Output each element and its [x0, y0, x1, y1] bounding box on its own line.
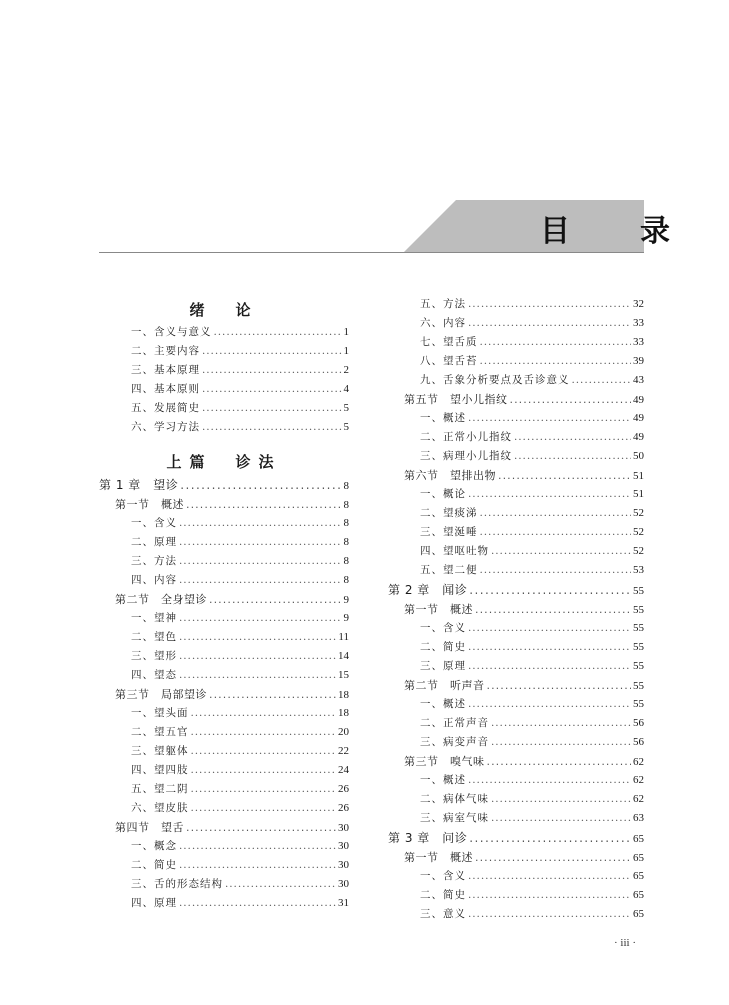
toc-entry-title: 二、病体气味	[420, 793, 489, 805]
toc-entry-title: 三、望躯体	[131, 745, 189, 757]
toc-item[interactable]	[388, 715, 644, 734]
dot-leader	[468, 641, 631, 653]
toc-page-number: 14	[338, 650, 349, 662]
toc-item[interactable]	[388, 334, 644, 353]
toc-entry-title: 四、内容	[131, 574, 177, 586]
toc-page-number: 56	[633, 736, 644, 748]
dot-leader	[487, 679, 632, 692]
toc-page-number: 52	[633, 545, 644, 557]
dot-leader	[469, 831, 631, 845]
toc-entry-title: 七、望舌质	[420, 336, 478, 348]
dot-leader	[480, 355, 632, 367]
toc-item[interactable]	[99, 781, 349, 800]
toc-item[interactable]	[99, 667, 349, 686]
toc-entry-title: 二、望痰涕	[420, 507, 478, 519]
toc-entry-title: 五、方法	[420, 298, 466, 310]
toc-page-number: 65	[633, 833, 644, 845]
toc-page-number: 55	[633, 660, 644, 672]
toc-item[interactable]	[388, 639, 644, 658]
toc-entry-title: 三、望形	[131, 650, 177, 662]
dot-leader	[191, 802, 337, 814]
toc-item[interactable]	[99, 610, 349, 629]
toc-entry-title: 一、含义	[420, 870, 466, 882]
toc-item[interactable]	[388, 791, 644, 810]
toc-page-number: 9	[343, 594, 349, 606]
toc-page-number: 53	[633, 564, 644, 576]
dot-leader	[179, 574, 342, 586]
toc-item[interactable]	[388, 429, 644, 448]
toc-entry-title: 第二节 听声音	[404, 679, 485, 692]
toc-item[interactable]	[388, 410, 644, 429]
dot-leader	[202, 345, 342, 357]
toc-entry-title: 五、望二便	[420, 564, 478, 576]
dot-leader	[468, 622, 631, 634]
toc-item[interactable]	[388, 658, 644, 677]
toc-entry-title: 第二节 全身望诊	[115, 593, 207, 606]
toc-entry-title: 一、概述	[420, 698, 466, 710]
dot-leader	[491, 736, 631, 748]
dot-leader	[468, 412, 631, 424]
toc-item[interactable]	[99, 343, 349, 362]
toc-item[interactable]	[388, 734, 644, 753]
toc-entry-title: 九、舌象分析要点及舌诊意义	[420, 374, 570, 386]
toc-chapter[interactable]	[99, 476, 349, 496]
toc-entry-title: 二、简史	[420, 641, 466, 653]
toc-entry-title: 一、含义与意义	[131, 326, 212, 338]
toc-page-number: 30	[338, 840, 349, 852]
dot-leader	[180, 478, 341, 492]
toc-entry-title: 三、病理小儿指纹	[420, 450, 512, 462]
dot-leader	[202, 421, 342, 433]
dot-leader	[514, 431, 631, 443]
toc-page-number: 32	[633, 298, 644, 310]
toc-page-number: 30	[338, 822, 349, 834]
toc-entry-title: 二、简史	[131, 859, 177, 871]
toc-page-number: 52	[633, 507, 644, 519]
toc-item[interactable]	[388, 772, 644, 791]
dot-leader	[202, 402, 342, 414]
toc-entry-title: 三、病室气味	[420, 812, 489, 824]
dot-leader	[480, 507, 632, 519]
toc-entry-title: 五、望二阴	[131, 783, 189, 795]
dot-leader	[468, 908, 631, 920]
dot-leader	[510, 393, 632, 406]
toc-entry-title: 八、望舌苔	[420, 355, 478, 367]
dot-leader	[179, 859, 336, 871]
toc-page-number: 31	[338, 897, 349, 909]
toc-page-number: 62	[633, 756, 644, 768]
part-heading: 上篇 诊法	[166, 453, 282, 471]
dot-leader	[179, 669, 336, 681]
toc-item[interactable]	[99, 629, 349, 648]
toc-entry-title: 第六节 望排出物	[404, 469, 496, 482]
toc-left-column	[99, 296, 349, 914]
toc-section[interactable]	[99, 819, 349, 838]
toc-section[interactable]	[99, 686, 349, 705]
toc-entry-title: 第三节 嗅气味	[404, 755, 485, 768]
toc-page-number: 8	[343, 574, 349, 586]
dot-leader	[179, 840, 336, 852]
toc-section[interactable]	[388, 753, 644, 772]
toc-entry-title: 第一节 概述	[404, 603, 473, 616]
dot-leader	[498, 469, 631, 482]
toc-item[interactable]	[99, 515, 349, 534]
toc-page-number: 33	[633, 317, 644, 329]
toc-entry-title: 三、方法	[131, 555, 177, 567]
toc-entry-title: 四、望四肢	[131, 764, 189, 776]
toc-item[interactable]	[99, 572, 349, 591]
toc-item[interactable]	[388, 486, 644, 505]
toc-page-number: 26	[338, 802, 349, 814]
dot-leader	[475, 851, 631, 864]
toc-page-number: 63	[633, 812, 644, 824]
toc-item[interactable]	[99, 857, 349, 876]
toc-item[interactable]	[388, 543, 644, 562]
page-number: · iii ·	[614, 937, 636, 949]
toc-page-number: 62	[633, 774, 644, 786]
dot-leader	[179, 517, 342, 529]
toc-page-number: 18	[338, 689, 349, 701]
toc-page-number: 56	[633, 717, 644, 729]
dot-leader	[209, 593, 342, 606]
toc-entry-title: 第一节 概述	[115, 498, 184, 511]
toc-entry-title: 第四节 望舌	[115, 821, 184, 834]
toc-page-number: 20	[338, 726, 349, 738]
toc-item[interactable]	[388, 448, 644, 467]
toc-item[interactable]	[388, 810, 644, 829]
toc-entry-title: 第三节 局部望诊	[115, 688, 207, 701]
toc-page-number: 52	[633, 526, 644, 538]
toc-page-number: 1	[343, 326, 349, 338]
toc-entry-title: 六、内容	[420, 317, 466, 329]
dot-leader	[191, 707, 337, 719]
toc-page-number: 51	[633, 470, 644, 482]
toc-chapter[interactable]	[388, 829, 644, 849]
toc-item[interactable]	[388, 353, 644, 372]
dot-leader	[191, 783, 337, 795]
dot-leader	[475, 603, 631, 616]
toc-chapter[interactable]	[388, 581, 644, 601]
dot-leader	[214, 326, 342, 338]
toc-entry-title: 第 3 章 问诊	[388, 831, 468, 845]
toc-page-number: 55	[633, 585, 644, 597]
toc-item[interactable]	[99, 400, 349, 419]
toc-page-number: 50	[633, 450, 644, 462]
dot-leader	[202, 383, 342, 395]
toc-item[interactable]	[99, 895, 349, 914]
dot-leader	[491, 717, 631, 729]
toc-page-number: 33	[633, 336, 644, 348]
toc-page-number: 43	[633, 374, 644, 386]
toc-page-number: 8	[343, 499, 349, 511]
toc-page-number: 65	[633, 870, 644, 882]
toc-item[interactable]	[388, 562, 644, 581]
dot-leader	[191, 745, 337, 757]
toc-page-number: 1	[343, 345, 349, 357]
toc-section[interactable]	[99, 591, 349, 610]
toc-entry-title: 二、原理	[131, 536, 177, 548]
toc-entry-title: 四、基本原则	[131, 383, 200, 395]
toc-page-number: 4	[343, 383, 349, 395]
toc-entry-title: 二、望色	[131, 631, 177, 643]
dot-leader	[480, 526, 632, 538]
toc-item[interactable]	[388, 620, 644, 639]
toc-entry-title: 一、望头面	[131, 707, 189, 719]
toc-section[interactable]	[388, 601, 644, 620]
dot-leader	[468, 488, 631, 500]
toc-item[interactable]	[99, 419, 349, 438]
toc-item[interactable]	[99, 800, 349, 819]
toc-entry-title: 一、概述	[420, 412, 466, 424]
toc-entry-title: 一、概述	[420, 774, 466, 786]
toc-item[interactable]	[99, 705, 349, 724]
dot-leader	[468, 698, 631, 710]
toc-entry-title: 四、原理	[131, 897, 177, 909]
toc-entry-title: 二、简史	[420, 889, 466, 901]
toc-page-number: 49	[633, 431, 644, 443]
toc-entry-title: 六、望皮肤	[131, 802, 189, 814]
toc-page-number: 49	[633, 394, 644, 406]
toc-entry-title: 三、原理	[420, 660, 466, 672]
toc-page-number: 65	[633, 908, 644, 920]
toc-page-number: 8	[343, 536, 349, 548]
toc-entry-title: 二、主要内容	[131, 345, 200, 357]
toc-item[interactable]	[388, 868, 644, 887]
dot-leader	[468, 298, 631, 310]
toc-page-number: 55	[633, 698, 644, 710]
toc-page-number: 26	[338, 783, 349, 795]
dot-leader	[469, 583, 631, 597]
dot-leader	[186, 821, 336, 834]
toc-entry-title: 一、概论	[420, 488, 466, 500]
toc-page-number: 24	[338, 764, 349, 776]
dot-leader	[179, 612, 342, 624]
toc-entry-title: 二、正常声音	[420, 717, 489, 729]
toc-entry-title: 第一节 概述	[404, 851, 473, 864]
dot-leader	[179, 555, 342, 567]
dot-leader	[468, 889, 631, 901]
dot-leader	[179, 650, 336, 662]
toc-entry-title: 一、含义	[420, 622, 466, 634]
dot-leader	[191, 764, 337, 776]
dot-leader	[186, 498, 342, 511]
toc-entry-title: 三、病变声音	[420, 736, 489, 748]
dot-leader	[468, 660, 631, 672]
dot-leader	[202, 364, 342, 376]
toc-page-number: 2	[343, 364, 349, 376]
dot-leader	[468, 774, 631, 786]
dot-leader	[179, 631, 336, 643]
toc-page-number: 22	[338, 745, 349, 757]
intro-heading: 绪 论	[189, 301, 259, 319]
dot-leader	[572, 374, 632, 386]
toc-item[interactable]	[99, 743, 349, 762]
toc-item[interactable]	[99, 534, 349, 553]
dot-leader	[487, 755, 632, 768]
toc-item[interactable]	[99, 553, 349, 572]
toc-page-number: 62	[633, 793, 644, 805]
toc-item[interactable]	[99, 362, 349, 381]
toc-section[interactable]	[388, 677, 644, 696]
toc-page-number: 18	[338, 707, 349, 719]
toc-entry-title: 三、意义	[420, 908, 466, 920]
toc-entry-title: 一、概念	[131, 840, 177, 852]
toc-page-number: 5	[343, 421, 349, 433]
toc-page-number: 8	[343, 480, 349, 492]
toc-item[interactable]	[388, 505, 644, 524]
dot-leader	[491, 793, 631, 805]
toc-page-number: 30	[338, 859, 349, 871]
toc-page-number: 55	[633, 641, 644, 653]
toc-item[interactable]	[99, 648, 349, 667]
dot-leader	[209, 688, 336, 701]
header-divider	[99, 252, 644, 253]
toc-page-number: 8	[343, 555, 349, 567]
toc-item[interactable]	[388, 315, 644, 334]
toc-entry-title: 四、望呕吐物	[420, 545, 489, 557]
toc-entry-title: 五、发展简史	[131, 402, 200, 414]
toc-section[interactable]	[388, 391, 644, 410]
toc-item[interactable]	[99, 724, 349, 743]
toc-item[interactable]	[99, 838, 349, 857]
toc-item[interactable]	[388, 372, 644, 391]
toc-item[interactable]	[388, 524, 644, 543]
toc-item[interactable]	[388, 906, 644, 925]
toc-section[interactable]	[388, 467, 644, 486]
toc-entry-title: 三、基本原理	[131, 364, 200, 376]
dot-leader	[179, 536, 342, 548]
toc-entry-title: 第五节 望小儿指纹	[404, 393, 508, 406]
toc-page-number: 65	[633, 889, 644, 901]
toc-page-number: 11	[338, 631, 349, 643]
toc-section[interactable]	[99, 496, 349, 515]
toc-entry-title: 六、学习方法	[131, 421, 200, 433]
toc-page-number: 8	[343, 517, 349, 529]
dot-leader	[191, 726, 337, 738]
toc-page-number: 49	[633, 412, 644, 424]
page-title: 目 录	[540, 214, 690, 249]
dot-leader	[480, 564, 632, 576]
toc-item[interactable]	[99, 381, 349, 400]
toc-entry-title: 一、含义	[131, 517, 177, 529]
toc-page-number: 15	[338, 669, 349, 681]
toc-entry-title: 四、望态	[131, 669, 177, 681]
toc-page-number: 39	[633, 355, 644, 367]
toc-page-number: 55	[633, 604, 644, 616]
dot-leader	[179, 897, 336, 909]
dot-leader	[468, 870, 631, 882]
dot-leader	[468, 317, 631, 329]
toc-item[interactable]	[388, 696, 644, 715]
dot-leader	[480, 336, 632, 348]
toc-page-number: 55	[633, 622, 644, 634]
toc-entry-title: 三、舌的形态结构	[131, 878, 223, 890]
dot-leader	[225, 878, 336, 890]
toc-section[interactable]	[388, 849, 644, 868]
toc-right-column	[388, 296, 644, 925]
toc-entry-title: 第 2 章 闻诊	[388, 583, 468, 597]
toc-item[interactable]	[99, 876, 349, 895]
toc-item[interactable]	[388, 296, 644, 315]
toc-entry-title: 一、望神	[131, 612, 177, 624]
toc-entry-title: 二、望五官	[131, 726, 189, 738]
toc-page-number: 55	[633, 680, 644, 692]
toc-page-number: 51	[633, 488, 644, 500]
toc-page-number: 9	[343, 612, 349, 624]
toc-item[interactable]	[388, 887, 644, 906]
toc-page-number: 5	[343, 402, 349, 414]
toc-entry-title: 二、正常小儿指纹	[420, 431, 512, 443]
dot-leader	[491, 812, 631, 824]
toc-page-number: 65	[633, 852, 644, 864]
toc-item[interactable]	[99, 324, 349, 343]
toc-entry-title: 第 1 章 望诊	[99, 478, 179, 492]
toc-page-number: 30	[338, 878, 349, 890]
toc-item[interactable]	[99, 762, 349, 781]
toc-entry-title: 三、望涎唾	[420, 526, 478, 538]
dot-leader	[491, 545, 631, 557]
dot-leader	[514, 450, 631, 462]
